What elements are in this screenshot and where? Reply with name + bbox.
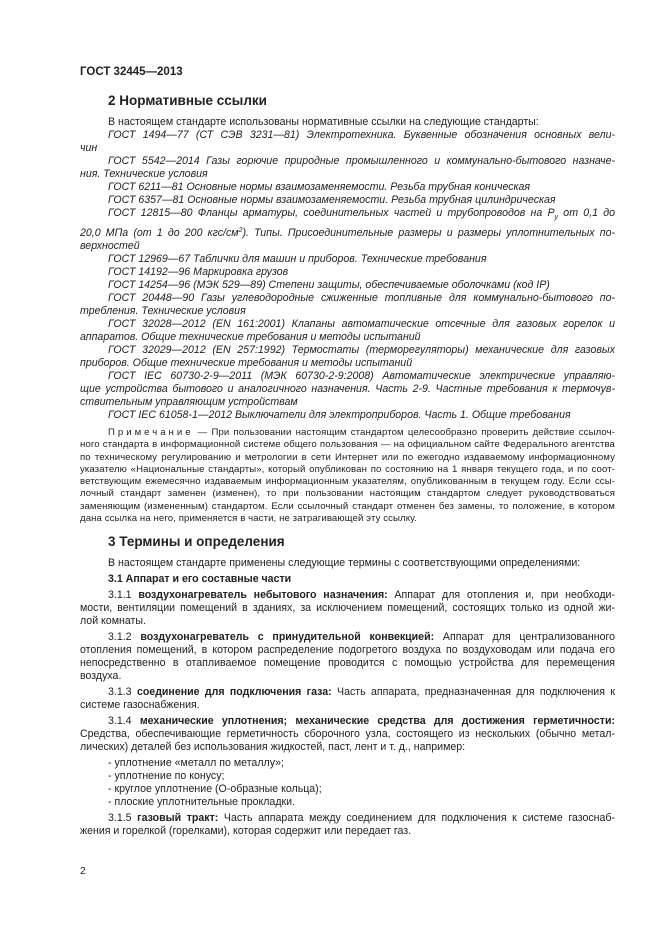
reference-entry (80, 253, 615, 266)
text-segment: ГОСТ 6357—81 Основные нормы взаимозаменяемости. Резьба трубная цилиндрическая (108, 194, 556, 206)
text-segment: требления. Технические условия (80, 305, 246, 317)
text-line (80, 476, 615, 488)
text-line (80, 194, 615, 207)
text-line (80, 464, 615, 476)
text-line (80, 670, 615, 683)
text-segment: Часть аппарата между соединением для подключения к системе газоснаб- (218, 812, 615, 825)
text-line (80, 699, 615, 712)
text-line (80, 427, 615, 439)
text-line (80, 207, 615, 224)
text-segment: от 0,1 до (558, 207, 615, 219)
term: газовый тракт: (137, 812, 219, 825)
text-segment: ГОСТ 5542—2014 Газы горючие природные промышленного и коммунально-бытового назначе- (108, 155, 615, 167)
text-segment: заменяющим (измененным) стандартом. Если ссылочный стандарт отменен без замены, то положение, в котором (80, 500, 615, 512)
text-line (80, 615, 615, 628)
text-line (80, 344, 615, 357)
text-segment: 2 (238, 227, 243, 234)
text-line (80, 488, 615, 500)
text-line (80, 657, 615, 670)
text-segment: 3.1.4 (108, 715, 140, 728)
paragraph (80, 589, 615, 628)
paragraph (80, 686, 615, 712)
text-line (80, 155, 615, 168)
paragraph (80, 631, 615, 683)
text-line (80, 224, 615, 240)
text-segment: 3.1.1 (108, 589, 139, 602)
text-line (80, 116, 615, 129)
text-segment: ного стандарта в информационной системе общего пользования — на официальном сайте Федерального агентства (80, 439, 615, 451)
text-line (80, 396, 615, 409)
text-line (80, 142, 615, 155)
paragraph (80, 573, 615, 586)
text-segment: В настоящем стандарте применены следующие термины с соответствующими определениями: (108, 557, 581, 570)
text-line (80, 279, 615, 292)
text-segment: указателю «Национальные стандарты», который опубликован по состоянию на 1 января текущего года, и по соот- (80, 463, 615, 475)
text-line (80, 318, 615, 331)
text-segment: — При пользовании настоящим стандартом целесообразно проверить действие ссылоч- (193, 427, 615, 438)
reference-entry (80, 318, 615, 344)
text-line (80, 573, 615, 586)
text-segment: ГОСТ IEC 61058-1—2012 Выключатели для электроприборов. Часть 1. Общие требования (108, 409, 571, 421)
text-segment: ГОСТ IEC 60730-2-9—2011 (МЭК 60730-2-9:2008) Автоматические электрические управляю- (108, 370, 615, 382)
term: соединение для подключения газа: (136, 686, 332, 699)
text-line (80, 370, 615, 383)
section-heading: 3 Термины и определения (108, 534, 285, 550)
text-segment: жения и горелкой (горелками), которая содержит или передает газ. (80, 825, 412, 838)
text-line (80, 812, 615, 825)
text-line (80, 513, 615, 525)
text-segment: ГОСТ 14192—96 Маркировка грузов (108, 266, 289, 278)
text-line (80, 452, 615, 464)
text-line (80, 715, 615, 728)
text-line (80, 557, 615, 570)
reference-entry (80, 344, 615, 370)
text-segment: Аппарат для централизованного (434, 631, 615, 644)
text-segment: лой комнаты. (80, 615, 146, 628)
document-page (80, 64, 615, 838)
reference-entry (80, 129, 615, 155)
text-line (80, 631, 615, 644)
text-segment: ГОСТ 14254—96 (МЭК 529—89) Степени защиты, обеспечиваемые оболочками (код IP) (108, 279, 550, 291)
text-line (80, 240, 615, 253)
text-line (80, 741, 615, 754)
text-line (80, 686, 615, 699)
text-line (80, 305, 615, 318)
text-line (80, 409, 615, 422)
text-segment: мости, вентиляции помещений в зданиях, за исключением помещений, состоящих только из одной жи- (80, 602, 615, 615)
text-segment: непосредственно в отапливаемое помещение проводится с помощью устройства для перемещения (80, 657, 615, 670)
text-segment: y (554, 214, 559, 221)
text-line (80, 602, 615, 615)
text-line (80, 292, 615, 305)
text-segment: 3.1.3 (108, 686, 137, 699)
text-segment: верхностей (80, 240, 140, 252)
text-segment: Аппарат для отопления и, при необходи- (387, 589, 615, 602)
list-item: - плоские уплотнительные прокладки. (108, 796, 295, 809)
page-number: 2 (80, 865, 86, 877)
text-line (80, 129, 615, 142)
text-segment: Часть аппарата, предназначенная для подключения к (331, 686, 615, 699)
reference-entry (80, 370, 615, 409)
text-segment: ГОСТ 1494—77 (СТ СЭВ 3231—81) Электротехника. Буквенные обозначения основных вели- (108, 129, 615, 141)
text-segment: ГОСТ 20448—90 Газы углеводородные сжиженные топливные для коммунально-бытового по- (108, 292, 615, 304)
text-line (80, 589, 615, 602)
reference-entry (80, 194, 615, 207)
reference-entry (80, 207, 615, 253)
text-segment: ветствующим ежемесячно издаваемым информационным указателям, опубликованным в текущем году. Если ссы- (80, 476, 615, 488)
text-line (80, 728, 615, 741)
text-segment: 20,0 МПа (от 1 до 200 кгс/см (80, 227, 239, 239)
text-segment: системе газоснабжения. (80, 699, 200, 712)
reference-entry (80, 279, 615, 292)
note-label: Примечание (108, 427, 194, 438)
text-line (80, 501, 615, 513)
term: воздухонагреватель с принудительной конвекцией: (140, 631, 435, 644)
text-segment: ГОСТ 6211—81 Основные нормы взаимозаменяемости. Резьба трубная коническая (108, 181, 531, 193)
text-segment: лических) деталей без использования жидкостей, паст, лент и т. д., например: (80, 741, 466, 754)
text-segment: ). Типы. Присоединительные размеры и размеры уплотнительных по- (242, 227, 615, 239)
document-body (80, 92, 615, 838)
text-line (80, 168, 615, 181)
text-segment: чин (80, 142, 98, 154)
paragraph (80, 715, 615, 754)
text-segment: 3.1.5 (108, 812, 138, 825)
text-segment: приборов. Общие технические требования и методы испытаний (80, 357, 413, 369)
text-segment: дана ссылка на него, применяется в части, не затрагивающей эту ссылку. (80, 513, 417, 525)
note-paragraph (80, 427, 615, 525)
text-line (80, 825, 615, 838)
text-line (80, 383, 615, 396)
text-segment: Средства, обеспечивающие герметичность сборочного узла, состоящего из нескольких (обычно метал- (80, 728, 615, 741)
text-segment: лочный стандарт заменен (изменен), то при пользовании настоящим стандартом следует руководствоваться (80, 488, 615, 500)
list-item: - уплотнение по конусу; (108, 770, 225, 783)
text-line (80, 266, 615, 279)
text-line (80, 253, 615, 266)
list-item: - круглое уплотнение (О-образные кольца); (108, 783, 322, 796)
term: воздухонагреватель небытового назначения: (138, 589, 388, 602)
term: механические уплотнения; механические средства для достижения герметичности: (139, 715, 615, 728)
reference-entry (80, 292, 615, 318)
text-segment: ГОСТ 12969—67 Таблички для машин и приборов. Технические требования (108, 253, 487, 265)
text-line (80, 439, 615, 451)
text-segment: 3.1 Аппарат и его составные части (108, 573, 292, 586)
paragraph (80, 557, 615, 570)
text-segment: ГОСТ 32028—2012 (EN 161:2001) Клапаны автоматические отсечные для газовых горелок и (108, 318, 615, 330)
text-segment: ГОСТ 32029—2012 (EN 257:1992) Термостаты (терморегуляторы) механические для газовых (108, 344, 615, 356)
text-line (80, 644, 615, 657)
text-line (80, 181, 615, 194)
section-heading: 2 Нормативные ссылки (108, 93, 267, 108)
text-line (80, 357, 615, 370)
document-header: ГОСТ 32445—2013 (80, 66, 183, 78)
text-segment: ГОСТ 12815—80 Фланцы арматуры, соединительных частей и трубопроводов на P (108, 207, 555, 219)
bullet-list (80, 757, 615, 809)
text-segment: отопления помещений, в котором распределение подогретого воздуха по воздуховодам или подача его (80, 644, 615, 657)
text-segment: 3.1.2 (108, 631, 141, 644)
reference-entry (80, 181, 615, 194)
text-segment: аппаратов. Общие технические требования и методы испытаний (80, 331, 421, 343)
text-segment: В настоящем стандарте использованы нормативные ссылки на следующие стандарты: (108, 116, 539, 128)
text-segment: ствительным управляющим устройствам (80, 396, 298, 408)
text-segment: ния. Технические условия (80, 168, 208, 180)
reference-entry (80, 266, 615, 279)
reference-entry (80, 155, 615, 181)
list-item: - уплотнение «металл по металлу»; (108, 757, 284, 770)
reference-entry (80, 409, 615, 422)
text-segment: щие устройства бытового и аналогичного назначения. Часть 2-9. Частные требования к термочув- (80, 383, 615, 395)
text-segment: по техническому регулированию и метрологии в сети Интернет или по ежегодно издаваемому информационному (80, 451, 615, 463)
paragraph (80, 812, 615, 838)
text-segment: воздуха. (80, 670, 122, 683)
text-line (80, 331, 615, 344)
paragraph (80, 116, 615, 129)
